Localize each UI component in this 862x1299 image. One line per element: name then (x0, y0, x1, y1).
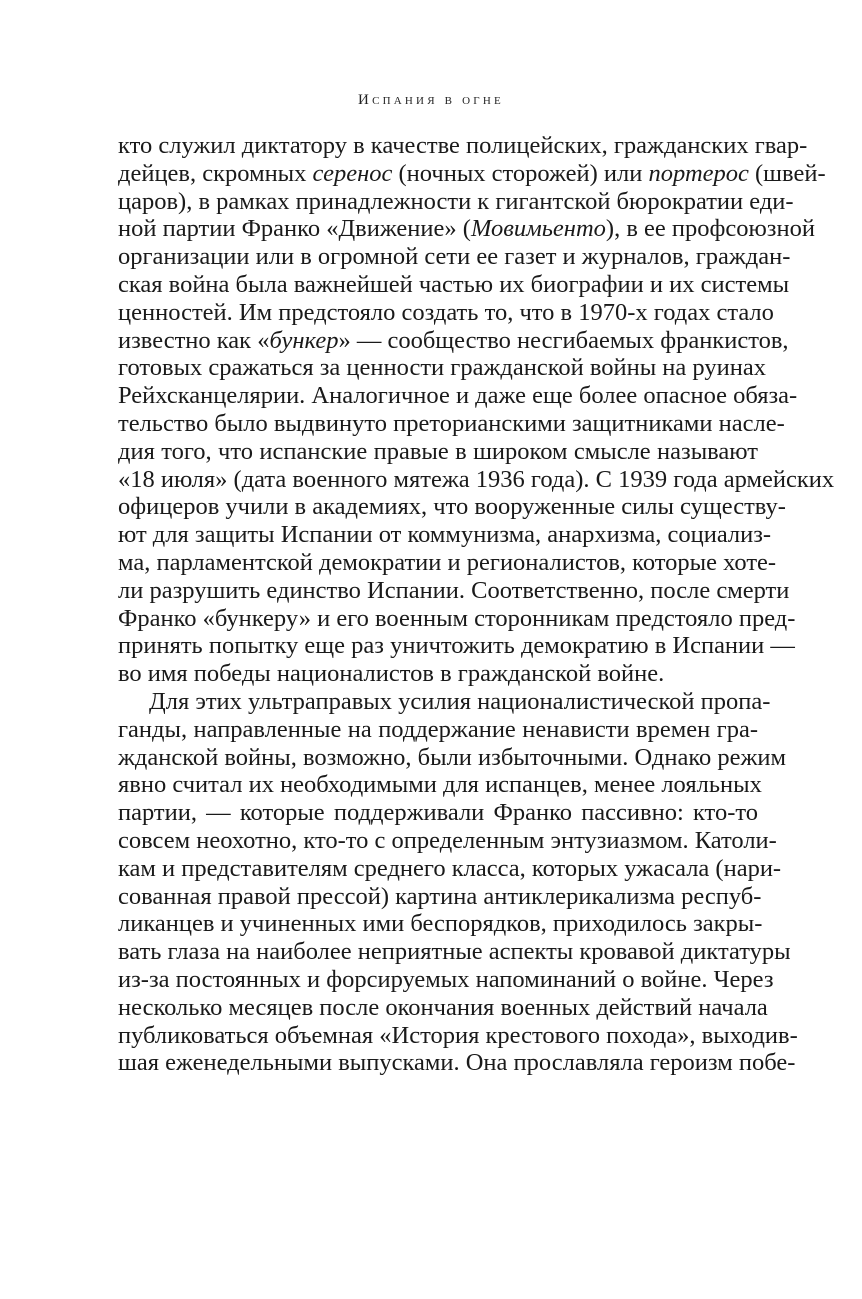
text-line (118, 159, 826, 188)
text-line (118, 187, 794, 216)
text-line (118, 548, 777, 577)
text-run: организации или в огромной сети ее газет и журналов, граждан- (118, 243, 791, 271)
text-run: несколько месяцев после окончания военных действий начала (118, 993, 768, 1021)
text-run: дейцев, скромных (118, 159, 313, 187)
text-line (118, 521, 772, 549)
text-run: дия того, что испанские правые в широком смысле называют (118, 437, 758, 465)
text-line (118, 243, 791, 271)
text-run: партии, — которые поддерживали Франко пассивно: кто-то (118, 799, 758, 827)
text-run: принять попытку еще раз уничтожить демократию в Испании — (118, 632, 795, 660)
text-line (118, 465, 835, 494)
text-run: тельство было выдвинуто преторианскими защитниками насле- (118, 409, 785, 437)
text-line (118, 382, 798, 410)
text-run: Для этих ультраправых усилия националистической пропа- (149, 687, 771, 715)
text-line (118, 826, 777, 855)
paragraph (118, 132, 835, 688)
text-run: совсем неохотно, кто-то с определенным энтузиазмом. Католи- (118, 826, 777, 854)
text-line (118, 298, 774, 327)
italic-term: портерос (648, 159, 749, 187)
text-line (118, 660, 758, 688)
italic-term: серенос (312, 159, 393, 187)
body-text (118, 132, 835, 1077)
paragraph (118, 687, 798, 1077)
text-line (118, 993, 768, 1022)
text-run: ценностей. Им предстояло создать то, что в 1970-х годах стало (118, 298, 774, 326)
running-head: Испания в огне (358, 92, 504, 108)
text-line (118, 326, 789, 355)
text-line (118, 910, 763, 938)
text-line (118, 882, 762, 911)
text-line (118, 1049, 796, 1077)
text-run: ма, парламентской демократии и регионалистов, которые хоте- (118, 548, 777, 576)
text-run: жданской войны, возможно, были избыточными. Однако режим (118, 743, 787, 771)
text-line (118, 854, 782, 883)
text-line (118, 771, 762, 799)
text-line (118, 716, 758, 744)
text-line (118, 438, 758, 466)
text-line (118, 743, 787, 772)
text-run: во имя победы националистов в гражданской войне. (118, 660, 665, 688)
text-run: ли разрушить единство Испании. Соответственно, после смерти (118, 576, 790, 604)
text-line (118, 493, 786, 521)
text-run: Франко «бункеру» и его военным сторонникам предстояло пред- (118, 604, 796, 632)
text-line (118, 938, 791, 966)
text-line (118, 270, 790, 299)
text-run: ), в ее профсоюзной (605, 215, 815, 243)
text-line (118, 799, 758, 827)
text-run: кто служил диктатору в качестве полицейских, гражданских гвар- (118, 132, 808, 159)
text-run: явно считал их необходимыми для испанцев, менее лояльных (118, 771, 762, 799)
text-run: публиковаться объемная «История крестового похода», выходив- (118, 1021, 798, 1049)
text-run: известно как « (118, 326, 270, 354)
text-line (118, 354, 766, 382)
text-run: (ночных сторожей) или (392, 159, 649, 187)
italic-term: бункер (269, 326, 339, 354)
text-line (118, 132, 808, 160)
text-run: царов), в рамках принадлежности к гигантской бюрократии еди- (118, 187, 794, 215)
text-line (118, 576, 790, 605)
text-run: ганды, направленные на поддержание ненависти времен гра- (118, 715, 758, 743)
text-line (118, 215, 815, 243)
text-line (118, 687, 771, 716)
text-run: офицеров учили в академиях, что вооруженные силы существу- (118, 493, 786, 521)
text-run: сованная правой прессой) картина антиклерикализма респуб- (118, 882, 762, 910)
text-run: вать глаза на наиболее неприятные аспекты кровавой диктатуры (118, 938, 791, 966)
text-run: шая еженедельными выпусками. Она прославляла героизм побе- (118, 1049, 796, 1077)
text-run: ликанцев и учиненных ими беспорядков, приходилось закры- (118, 910, 763, 938)
text-run: Рейхсканцелярии. Аналогичное и даже еще более опасное обяза- (118, 382, 798, 410)
text-run: кам и представителям среднего класса, которых ужасала (нари- (118, 854, 782, 882)
text-run: ская война была важнейшей частью их биографии и их системы (118, 270, 790, 298)
italic-term: Мовимьенто (470, 215, 606, 243)
text-line (118, 1021, 798, 1050)
text-run: «18 июля» (дата военного мятежа 1936 года). С 1939 года армейских (118, 465, 835, 493)
text-run: из-за постоянных и форсируемых напоминаний о войне. Через (118, 965, 774, 993)
text-run: (швей- (748, 159, 826, 187)
text-run: готовых сражаться за ценности гражданской войны на руинах (118, 354, 766, 382)
text-run: » — сообщество несгибаемых франкистов, (338, 326, 789, 354)
text-line (118, 409, 785, 438)
text-run: ют для защиты Испании от коммунизма, анархизма, социализ- (118, 521, 772, 549)
text-line (118, 965, 774, 994)
text-line (118, 632, 795, 660)
text-line (118, 604, 796, 633)
text-run: ной партии Франко «Движение» ( (118, 215, 471, 243)
